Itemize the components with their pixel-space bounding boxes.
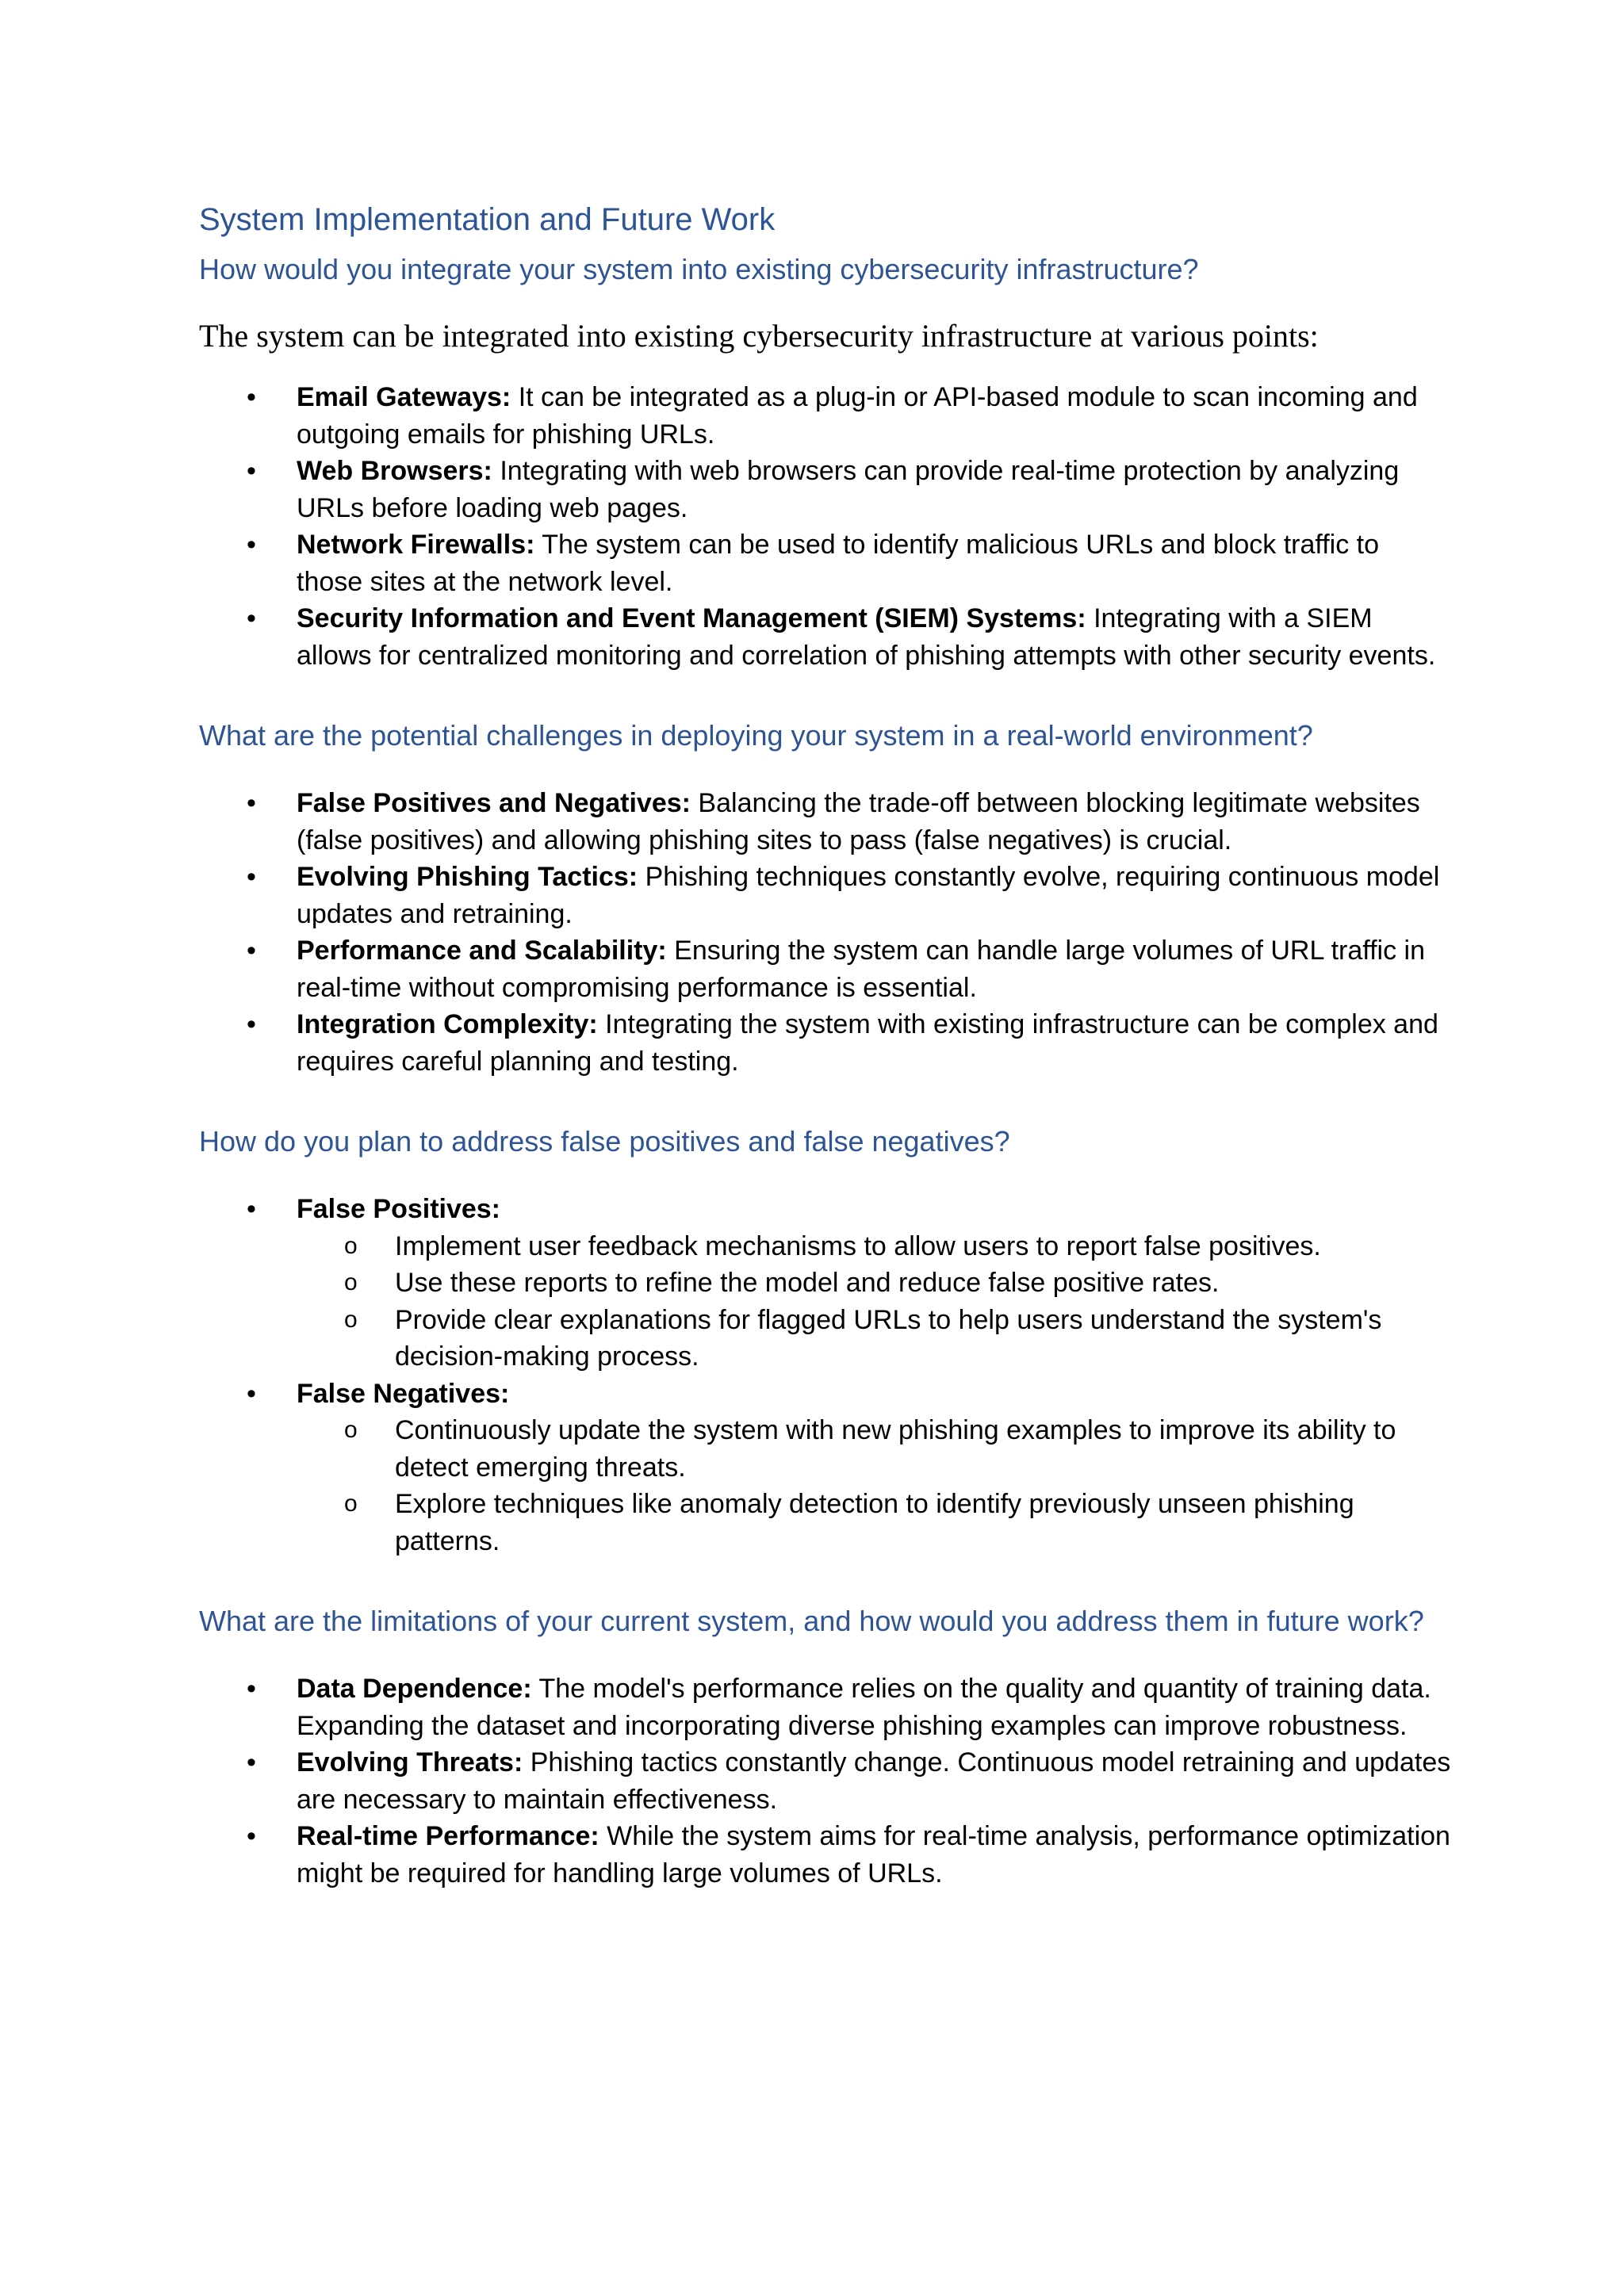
item-label: Security Information and Event Management (SIEM) Systems: [297,603,1086,633]
sub-bullet-marker: o [344,1417,358,1443]
bullet-list-integration [199,379,1452,674]
document-title: System Implementation and Future Work [199,202,776,237]
item-label: Data Dependence: [297,1674,532,1704]
list-item [199,1818,1452,1892]
sub-bullet-marker: o [344,1490,358,1517]
bullet-marker: • [247,456,256,486]
sub-list-item [297,1486,1452,1559]
item-label: Web Browsers: [297,456,492,486]
list-item [199,1191,1452,1376]
sub-list-item [297,1302,1452,1376]
spacer [199,1164,1452,1191]
sub-item-text: Continuously update the system with new phishing examples to improve its ability to detect emerging threats. [395,1415,1396,1483]
spacer [199,758,1452,785]
item-text: The system can be used to identify malicious URLs and block traffic to those sites at the network level. [297,530,1380,597]
list-item [199,453,1452,526]
item-label: Network Firewalls: [297,530,535,560]
bullet-list-false-results [199,1191,1452,1559]
section-intro-integration: The system can be integrated into existing cybersecurity infrastructure at various points: [199,318,1319,354]
item-text: Integrating the system with existing infrastructure can be complex and requires careful planning and testing. [297,1009,1438,1077]
sub-item-text: Explore techniques like anomaly detection to identify previously unseen phishing patterns. [395,1489,1354,1556]
sub-item-text: Provide clear explanations for flagged URLs to help users understand the system's decision-making process. [395,1304,1382,1372]
item-text: Integrating with web browsers can provide real-time protection by analyzing URLs before loading web pages. [297,456,1400,523]
sub-item-text: Use these reports to refine the model and reduce false positive rates. [395,1268,1220,1298]
bullet-marker: • [247,1194,256,1224]
section-heading-challenges: What are the potential challenges in deploying your system in a real-world environment? [199,719,1313,752]
bullet-marker: • [247,788,256,818]
item-text: It can be integrated as a plug-in or API-based module to scan incoming and outgoing emails for phishing URLs. [297,382,1418,450]
item-text: Phishing tactics constantly change. Continuous model retraining and updates are necessary to maintain effectiveness. [297,1747,1451,1815]
section-heading-false-results: How do you plan to address false positives and false negatives? [199,1125,1010,1158]
list-item [199,859,1452,932]
item-label: Performance and Scalability: [297,936,667,966]
sub-bullet-marker: o [344,1232,358,1259]
section-heading-limitations: What are the limitations of your current system, and how would you address them in future work? [199,1605,1424,1637]
list-item [199,932,1452,1006]
item-label: Evolving Phishing Tactics: [297,862,638,892]
item-label: False Positives and Negatives: [297,788,691,818]
sub-list-false-negatives [297,1412,1452,1559]
item-label: Evolving Threats: [297,1747,523,1777]
bullet-marker: • [247,1009,256,1039]
document-content [199,198,1452,1892]
sub-list-item [297,1412,1452,1486]
item-label: Integration Complexity: [297,1009,598,1039]
item-text: While the system aims for real-time analysis, performance optimization might be required for handling large volumes of URLs. [297,1821,1450,1888]
list-item [199,785,1452,859]
bullet-marker: • [247,382,256,412]
spacer [199,1644,1452,1670]
sub-item-text: Implement user feedback mechanisms to allow users to report false positives. [395,1230,1321,1261]
bullet-list-challenges [199,785,1452,1080]
item-label: Real-time Performance: [297,1821,599,1851]
list-item [199,379,1452,453]
spacer [199,1559,1452,1599]
bullet-marker: • [247,1378,256,1409]
item-text: Balancing the trade-off between blocking legitimate websites (false positives) and allowing phishing sites to pass (false negatives) is crucial. [297,788,1420,855]
sub-list-item [297,1265,1452,1302]
sub-list-item [297,1228,1452,1265]
spacer [199,674,1452,714]
list-item [199,1006,1452,1080]
item-label: Email Gateways: [297,382,511,412]
bullet-marker: • [247,1747,256,1777]
spacer [199,1080,1452,1119]
list-item [199,1376,1452,1560]
bullet-marker: • [247,1821,256,1851]
list-item [199,526,1452,600]
item-label: False Negatives: [297,1378,510,1409]
list-item [199,600,1452,674]
bullet-marker: • [247,936,256,966]
item-text: Ensuring the system can handle large volumes of URL traffic in real-time without compromising performance is essential. [297,936,1425,1003]
item-text: Integrating with a SIEM allows for centralized monitoring and correlation of phishing attempts with other security events. [297,603,1436,671]
bullet-list-limitations [199,1670,1452,1892]
sub-bullet-marker: o [344,1269,358,1295]
sub-bullet-marker: o [344,1306,358,1333]
item-text: Phishing techniques constantly evolve, requiring continuous model updates and retraining. [297,862,1440,929]
bullet-marker: • [247,530,256,560]
bullet-marker: • [247,1674,256,1704]
section-heading-integration: How would you integrate your system into existing cybersecurity infrastructure? [199,253,1199,285]
bullet-marker: • [247,862,256,892]
list-item [199,1744,1452,1818]
sub-list-false-positives [297,1228,1452,1376]
item-text: The model's performance relies on the quality and quantity of training data. Expanding the dataset and incorporating diverse phishing examples can improve robustness. [297,1674,1431,1741]
item-label: False Positives: [297,1194,501,1224]
bullet-marker: • [247,603,256,633]
list-item [199,1670,1452,1744]
